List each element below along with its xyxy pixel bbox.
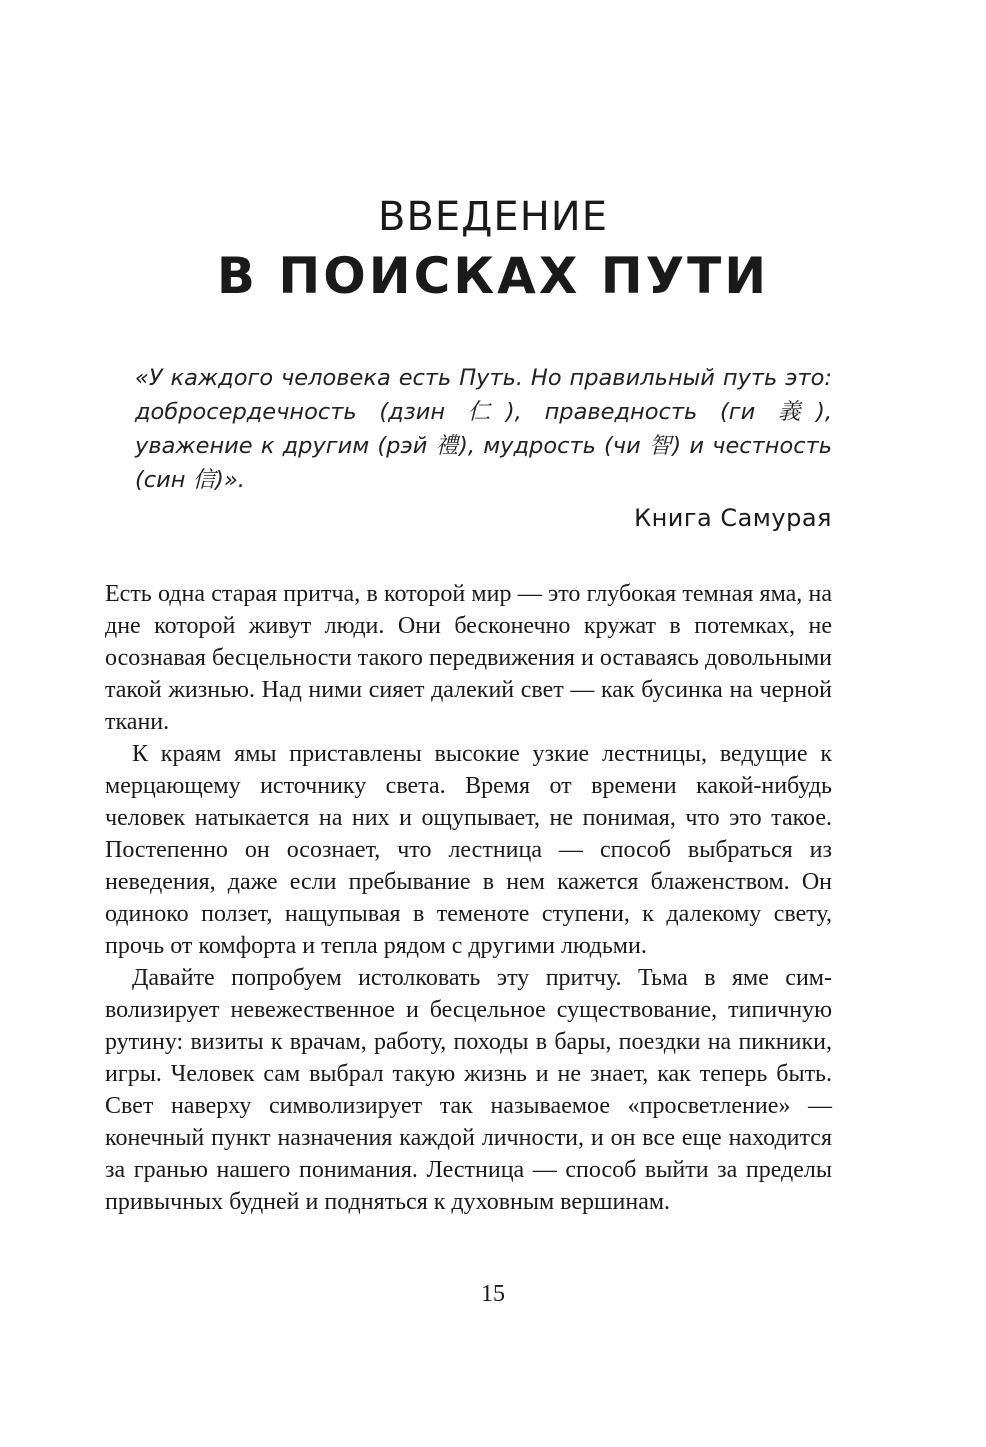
paragraph-3: Давайте попробуем истолковать эту притчу. Тьма в яме символизирует невежественное и бесцельное существование, типичную рутину: визиты к врачам, работу, походы в бары, поездки на пикники, игры. Человек сам выбрал такую жизнь и не знает, как теперь быть. Свет наверху символизирует так называемое «просветление» — конечный пункт назначения каждой личности, и он все еще находится за гранью нашего понимания. Лестница — способ выйти за пределы привычных будней и подняться к духовным вершинам. — [105, 965, 832, 1215]
paragraph-1: Есть одна старая притча, в которой мир — это глубокая темная яма, на дне которой живут люди. Они бесконечно кружат в потемках, не осознавая бесцельности такого передвижения и оставаясь довольными такой жизнью. Над ними сияет далекий свет — как бусинка на черной ткани. — [105, 581, 832, 735]
page-number: 15 — [481, 1281, 505, 1307]
epigraph-quote: «У каждого человека есть Путь. Но правильный путь это: добросердечность (дзин 仁), праведность (ги 義), уважение к другим (рэй 禮), мудрость (чи 智) и честность (син 信)». — [135, 365, 832, 493]
body-text — [105, 578, 832, 1218]
chapter-label: ВВЕДЕНИЕ — [378, 194, 608, 240]
paragraph-2: К краям ямы приставлены высокие узкие лестницы, ведущие к мерцающему источнику света. Время от времени какой-нибудь человек натыкается на них и ощупывает, не понимая, что это такое. Постепенно он осознает, что лестница — способ выбраться из неведения, даже если пребывание в нем кажется блаженством. Он одиноко ползет, нащупывая в теменоте ступени, к далекому свету, прочь от комфорта и тепла рядом с другими людьми. — [105, 741, 832, 959]
chapter-title: В ПОИСКАХ ПУТИ — [216, 247, 770, 305]
epigraph-source: Книга Самурая — [634, 504, 832, 532]
